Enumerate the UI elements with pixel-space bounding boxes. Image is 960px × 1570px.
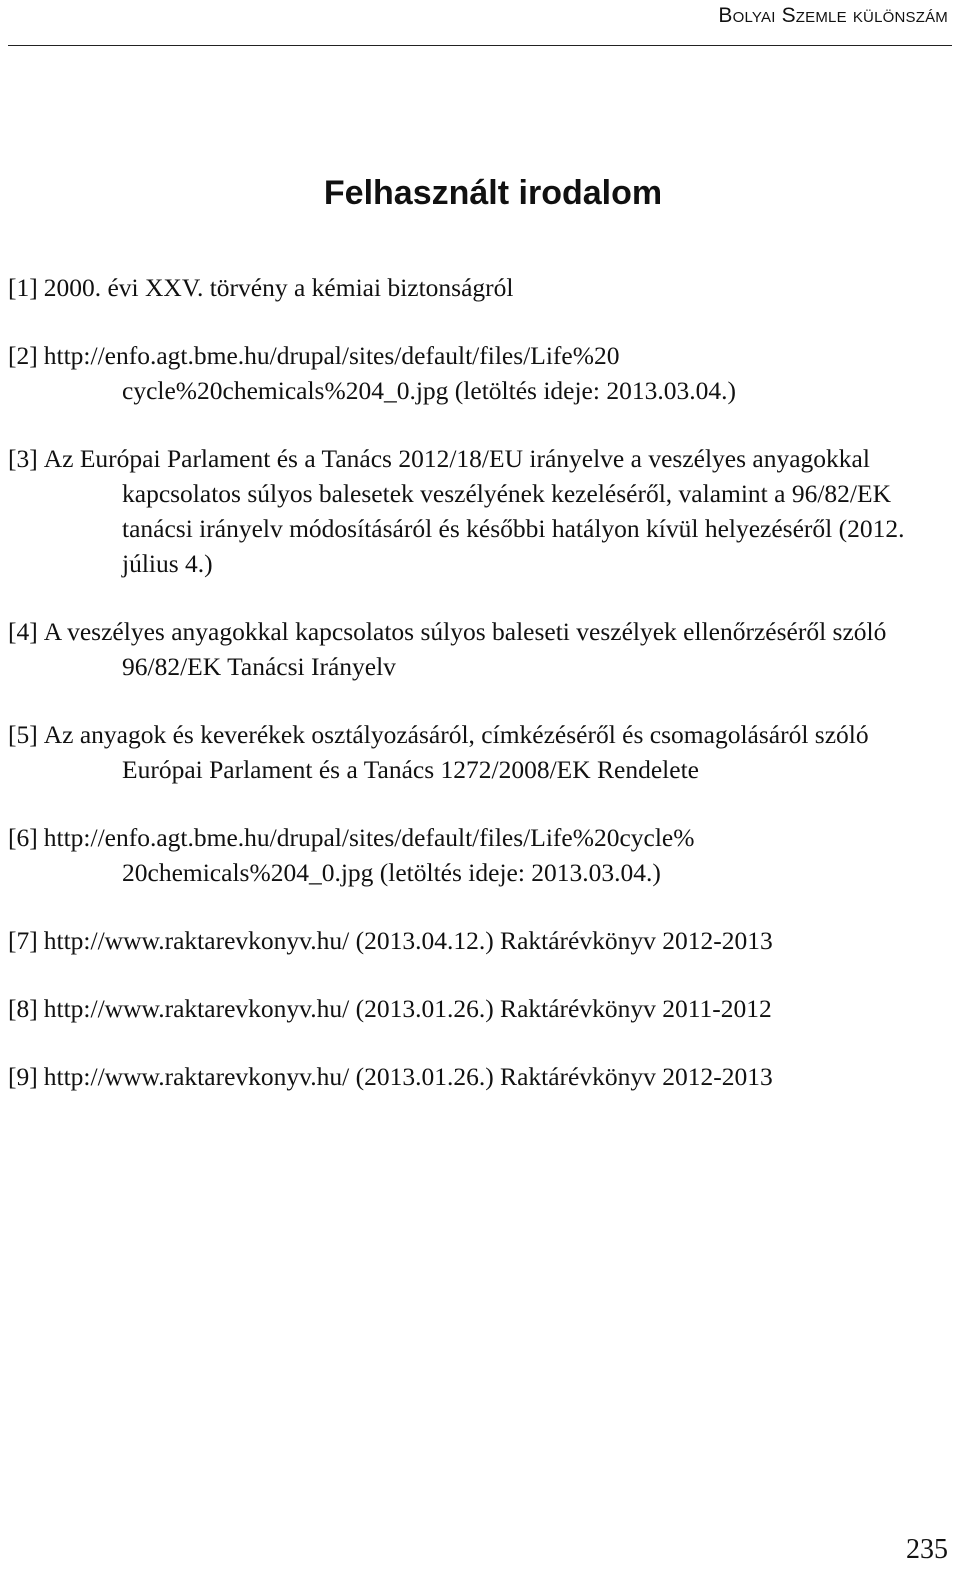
reference-text: http://www.raktarevkonyv.hu/ (2013.01.26.) Raktárévkönyv 2011-2012 <box>43 994 772 1023</box>
reference-number: [1] <box>8 273 38 302</box>
reference-list <box>8 270 948 1094</box>
reference-number: [4] <box>8 617 38 646</box>
reference-number: [9] <box>8 1062 38 1091</box>
reference-text: A veszélyes anyagokkal kapcsolatos súlyos baleseti veszélyek ellenőrzéséről szóló 96/82/EK Tanácsi Irányelv <box>43 617 887 681</box>
reference-number: [6] <box>8 823 38 852</box>
reference-text: 2000. évi XXV. törvény a kémiai biztonságról <box>43 273 514 302</box>
reference-text: Az anyagok és keverékek osztályozásáról, címkézéséről és csomagolásáról szóló Európai Parlament és a Tanács 1272/2008/EK Rendelete <box>43 720 869 784</box>
reference-number: [7] <box>8 926 38 955</box>
reference-item <box>8 614 948 684</box>
reference-number: [8] <box>8 994 38 1023</box>
reference-item <box>8 717 948 787</box>
reference-item <box>8 441 948 581</box>
reference-item <box>8 820 948 890</box>
reference-number: [5] <box>8 720 38 749</box>
reference-item <box>8 1059 948 1094</box>
reference-text: Az Európai Parlament és a Tanács 2012/18/EU irányelve a veszélyes anyagokkal kapcsolatos súlyos balesetek veszélyének kezeléséről, valamint a 96/82/EK tanácsi irányelv módosításáról és későbbi hatályon kívül helyezéséről (2012. július 4.) <box>43 444 905 578</box>
reference-item <box>8 338 948 408</box>
reference-text: http://www.raktarevkonyv.hu/ (2013.01.26.) Raktárévkönyv 2012-2013 <box>43 1062 773 1091</box>
reference-item <box>8 270 948 305</box>
journal-title: Bolyai Szemle különszám <box>718 4 948 27</box>
reference-text: http://www.raktarevkonyv.hu/ (2013.04.12.) Raktárévkönyv 2012-2013 <box>43 926 773 955</box>
reference-text: http://enfo.agt.bme.hu/drupal/sites/default/files/Life%20cycle% 20chemicals%204_0.jpg (letöltés ideje: 2013.03.04.) <box>43 823 695 887</box>
header-divider <box>8 45 952 46</box>
running-header <box>718 4 948 28</box>
reference-text: http://enfo.agt.bme.hu/drupal/sites/default/files/Life%20 cycle%20chemicals%204_0.jpg (letöltés ideje: 2013.03.04.) <box>43 341 736 405</box>
page-number: 235 <box>906 1534 948 1565</box>
section-title: Felhasznált irodalom <box>323 174 663 212</box>
reference-number: [3] <box>8 444 38 473</box>
reference-item <box>8 991 948 1026</box>
reference-item <box>8 923 948 958</box>
reference-number: [2] <box>8 341 38 370</box>
